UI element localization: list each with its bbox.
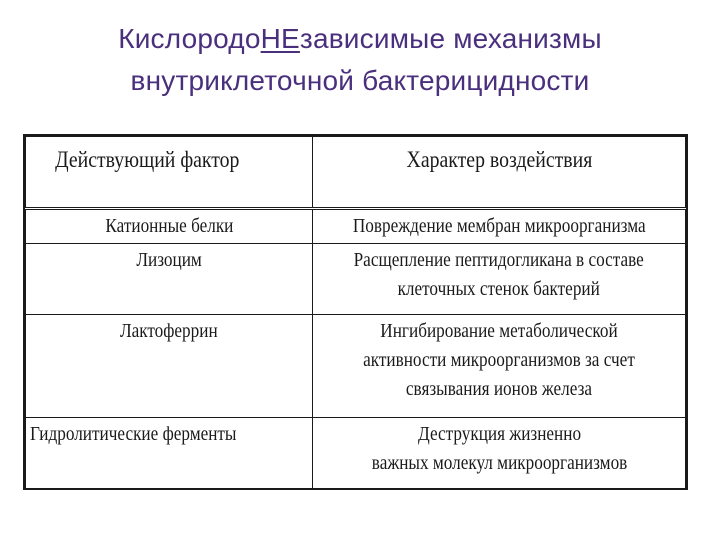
column-header-factor: Действующий фактор — [46, 137, 293, 209]
effect-line: активности микроорганизмов за счет — [363, 349, 635, 371]
factor-cell — [26, 418, 313, 490]
factor-text: Лактоферрин — [120, 320, 218, 342]
effect-text — [353, 212, 646, 241]
factor-cell — [26, 315, 313, 418]
table-row — [26, 418, 686, 490]
effect-cell — [313, 418, 686, 490]
title-underlined-word: НЕ — [260, 23, 300, 54]
title-line-2: внутриклеточной бактерицидности — [130, 65, 590, 96]
effect-cell — [313, 315, 686, 418]
table-header-row — [26, 137, 686, 209]
effect-text — [371, 420, 627, 478]
factor-text: Катионные белки — [105, 215, 234, 237]
table-row — [26, 244, 686, 315]
effect-line: Деструкция жизненно — [417, 423, 581, 445]
effect-line: Расщепление пептидогликана в составе — [353, 249, 645, 271]
title-line-1-suffix: зависимые механизмы — [299, 23, 602, 54]
title-line-1-prefix: Кислородо — [118, 23, 261, 54]
table-row — [26, 315, 686, 418]
column-header-effect: Характер воздействия — [339, 137, 660, 209]
title-line-1 — [0, 18, 720, 60]
table-row — [26, 209, 686, 244]
factor-text: Гидролитические ферменты — [30, 423, 237, 445]
effect-cell — [313, 244, 686, 315]
effect-text — [354, 246, 644, 304]
effect-text — [363, 317, 635, 404]
mechanisms-table — [25, 136, 686, 490]
effect-line: связывания ионов железа — [405, 378, 593, 400]
factor-text: Лизоцим — [136, 249, 202, 271]
slide-title — [0, 18, 720, 102]
effect-line: клеточных стенок бактерий — [397, 278, 601, 300]
mechanisms-table-frame — [23, 134, 688, 490]
factor-cell — [26, 244, 313, 315]
effect-line: Ингибирование метаболической — [380, 320, 618, 342]
effect-cell — [313, 209, 686, 244]
effect-line: важных молекул микроорганизмов — [371, 452, 627, 474]
factor-cell — [26, 209, 313, 244]
effect-line: Повреждение мембран микроорганизма — [352, 215, 646, 237]
